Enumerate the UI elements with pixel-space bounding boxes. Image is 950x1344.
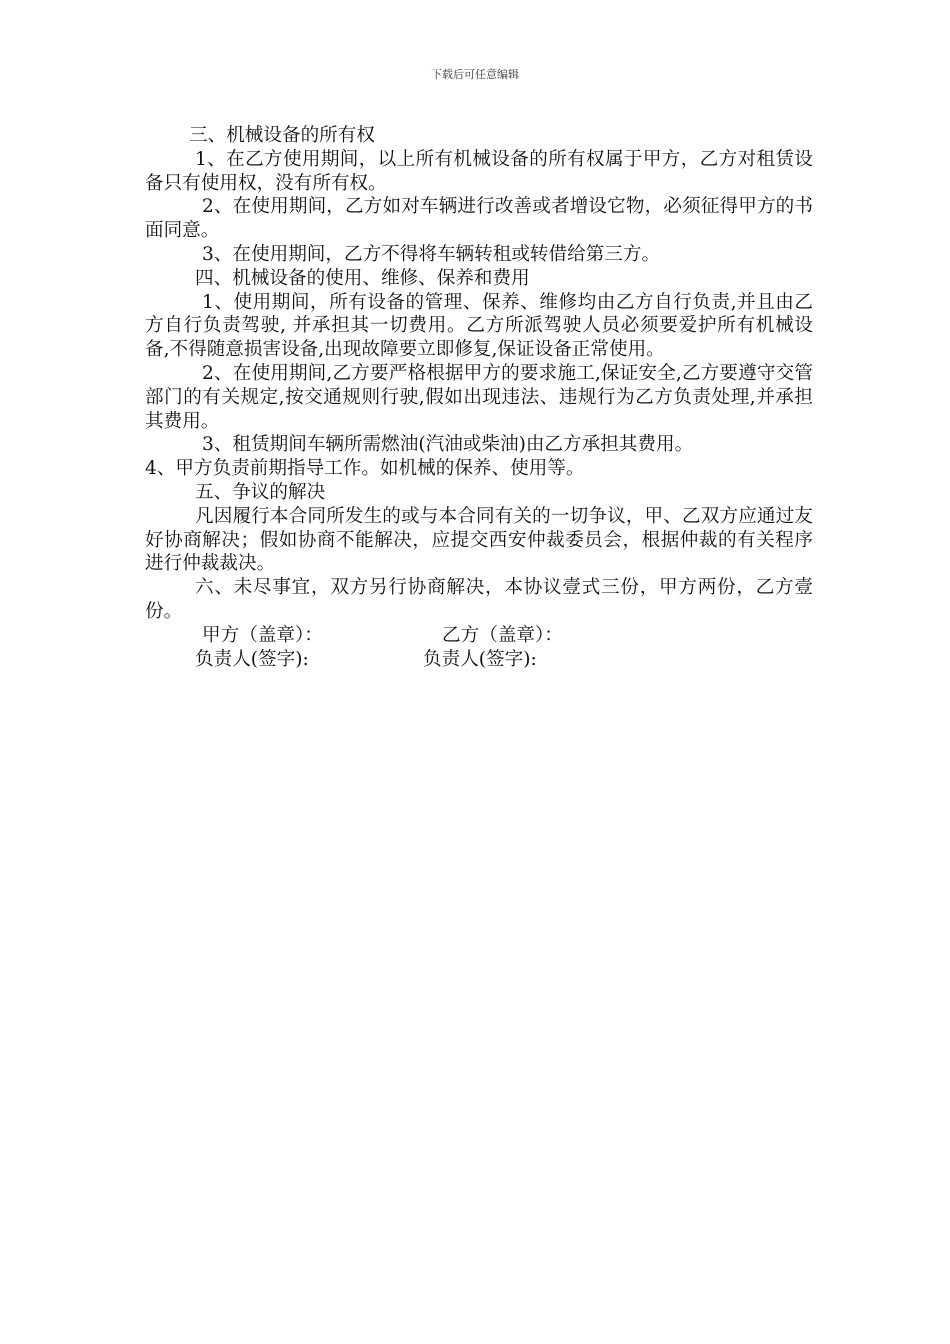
section-3-clause-2: 2、在使用期间，乙方如对车辆进行改善或者增设它物，必须征得甲方的书面同意。 (145, 196, 813, 242)
signature-row-signer (145, 648, 813, 672)
party-a-signer-label: 负责人(签字): (195, 648, 309, 670)
section-3-clause-3: 3、在使用期间，乙方不得将车辆转租或转借给第三方。 (202, 243, 661, 265)
party-a-stamp-label: 甲方（盖章）： (202, 624, 323, 646)
section-3-title: 三、机械设备的所有权 (189, 125, 375, 146)
page-header: 下载后可任意编辑 (431, 68, 519, 81)
party-b-stamp-label: 乙方（盖章）： (442, 624, 563, 646)
section-5-clause-1: 凡因履行本合同所发生的或与本合同有关的一切争议，甲、乙双方应通过友好协商解决；假如协商不能解决，应提交西安仲裁委员会，根据仲裁的有关程序进行仲裁裁决。 (145, 505, 813, 575)
section-5-title: 五、争议的解决 (195, 481, 326, 503)
party-b-signer-label: 负责人(签字): (423, 648, 537, 670)
section-4-clause-2: 2、在使用期间,乙方要严格根据甲方的要求施工,保证安全,乙方要遵守交管部门的有关规定,按交通规则行驶,假如出现违法、违规行为乙方负责处理,并承担其费用。 (145, 362, 813, 432)
section-4-title: 四、机械设备的使用、维修、保养和费用 (195, 267, 530, 289)
section-6-clause-1: 六、未尽事宜，双方另行协商解决，本协议壹式三份，甲方两份，乙方壹份。 (145, 577, 813, 622)
section-4-clause-3: 3、租赁期间车辆所需燃油(汽油或柴油)由乙方承担其费用。 (202, 434, 694, 456)
section-4-clause-1: 1、使用期间，所有设备的管理、保养、维修均由乙方自行负责,并且由乙方自行负责驾驶, 并承担其一切费用。乙方所派驾驶人员必须要爱护所有机械设备,不得随意损害设备,出现故障要立即修复,保证设备正常使用。 (145, 291, 813, 361)
contract-body (145, 124, 813, 671)
signature-row-stamp (145, 624, 813, 648)
section-4-clause-4: 4、甲方负责前期指导工作。如机械的保养、使用等。 (145, 458, 585, 480)
section-3-clause-1: 1、在乙方使用期间，以上所有机械设备的所有权属于甲方，乙方对租赁设备只有使用权，没有所有权。 (145, 148, 813, 194)
